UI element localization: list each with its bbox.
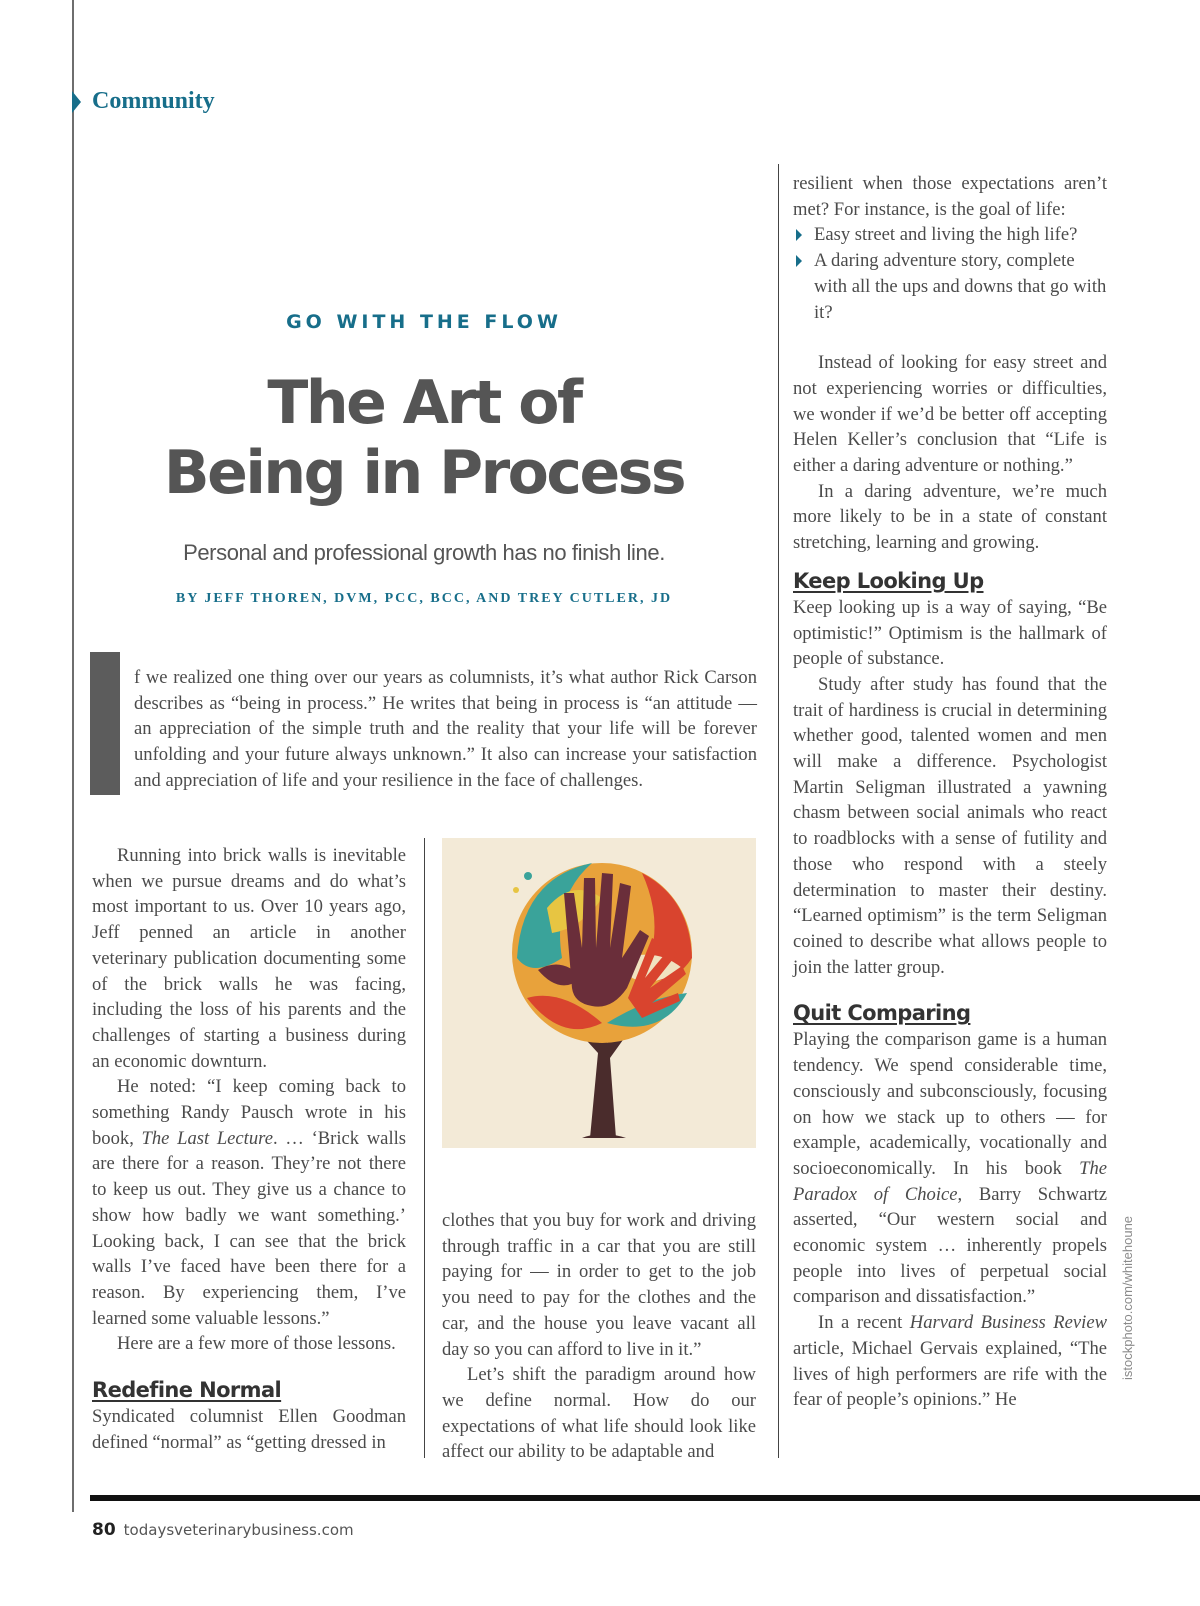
site-url: todaysveterinarybusiness.com <box>123 1521 354 1539</box>
bullet-text: A daring adventure story, complete with all the ups and downs that go with it? <box>814 250 1107 323</box>
paragraph: Playing the comparison game is a human tendency. We spend considerable time, consciously and subconsciously, focusing on how we stack up to others — for example, academically, vocationally and socioeconomically. In his book The Paradox of Choice, Barry Schwartz asserted, “Our western social and economic system … inherently propels people into lives of perpetual social comparison and dissatisfaction.” <box>793 1029 1107 1308</box>
book-title: The Paradox of Choice <box>793 1157 1107 1205</box>
paragraph: In a daring adventure, we’re much more likely to be in a state of constant stretching, learning and growing. <box>793 480 1107 554</box>
tree-hands-icon <box>442 838 756 1148</box>
paragraph: resilient when those expectations aren’t met? For instance, is the goal of life: <box>793 173 1107 220</box>
article-title-line2: Being in Process <box>163 438 685 508</box>
book-title: The Last Lecture <box>141 1127 273 1149</box>
lede-paragraph: f we realized one thing over our years as columnists, it’s what author Rick Carson describes as “being in process.” He writes that being in process is “an attitude — an appreciation of the simple truth and the reality that your life will be forever unfolding and your future always unknown.” It also can increase your satisfaction and appreciation of life and your resilience in the face of challenges. <box>134 667 757 791</box>
paragraph: Let’s shift the paradigm around how we define normal. How do our expectations of what life should look like affect our ability to be adaptable and <box>442 1364 756 1463</box>
paragraph: Here are a few more of those lessons. <box>117 1333 396 1355</box>
bullet-item <box>793 222 1107 248</box>
paragraph: clothes that you buy for work and driving through traffic in a car that you are still paying for — in order to get to the job you need to pay for the clothes and the car, and the house you leave vacant all day so you can afford to live in it.” <box>442 1210 756 1360</box>
paragraph: Running into brick walls is inevitable when we pursue dreams and do what’s most important to us. Over 10 years ago, Jeff penned an article in another veterinary publication documenting some of the brick walls he was facing, including the loss of his parents and the challenges of starting a business during an economic downturn. <box>92 845 406 1072</box>
image-credit: istockphoto.com/whitehoune <box>1120 1215 1135 1380</box>
magazine-title: Harvard Business Review <box>909 1312 1107 1334</box>
column-rule <box>778 164 779 1458</box>
section-label: Community <box>92 88 215 114</box>
paragraph: He noted: “I keep coming back to something Randy Pausch wrote in his book, The Last Lecture. … ‘Brick walls are there for a reason. They’re not there to keep us out. They give us a chance to show how badly we want something.’ Looking back, I can see that the brick walls I’ve faced have been there for a reason. By experiencing them, I’ve learned some valuable lessons.” <box>92 1076 407 1329</box>
bullet-arrow-icon <box>796 255 802 267</box>
column-1 <box>92 843 406 1455</box>
paragraph: In a recent Harvard Business Review article, Michael Gervais explained, “The lives of high performers are rife with the fear of people’s opinions.” He <box>793 1312 1107 1411</box>
page-footer <box>92 1520 354 1540</box>
section-arrow-icon <box>72 91 81 113</box>
tree-hands-illustration <box>442 838 756 1148</box>
article-title-line1: The Art of <box>267 368 581 438</box>
paragraph: Syndicated columnist Ellen Goodman defined “normal” as “getting dressed in <box>92 1406 406 1453</box>
bullet-item <box>793 248 1107 325</box>
subhead-quit-comparing: Quit Comparing <box>793 1001 971 1026</box>
paragraph: Instead of looking for easy street and not experiencing worries or difficulties, we wonder if we’d be better off accepting Helen Keller’s conclusion that “Life is either a daring adventure or nothing.” <box>793 352 1107 477</box>
article-byline: BY JEFF THOREN, DVM, PCC, BCC, AND TREY CUTLER, JD <box>175 591 673 606</box>
left-margin-rule <box>72 0 74 1512</box>
bullet-text: Easy street and living the high life? <box>814 224 1078 246</box>
subhead-keep-looking-up: Keep Looking Up <box>793 568 984 593</box>
article-deck: Personal and professional growth has no finish line. <box>183 540 665 565</box>
subhead-redefine-normal: Redefine Normal <box>92 1378 282 1403</box>
bullet-arrow-icon <box>796 229 802 241</box>
section-tag <box>72 88 215 115</box>
footer-rule <box>90 1495 1200 1501</box>
paragraph: Study after study has found that the trait of hardiness is crucial in determining whether good, talented women and men will make a difference. Psychologist Martin Seligman illustrated a yawning chasm between social animals who react to roadblocks with a sense of futility and those who respond with a steely determination to master their destiny. “Learned optimism” is the term Seligman coined to describe what allows people to join the latter group. <box>793 673 1107 978</box>
column-3 <box>793 171 1107 1413</box>
column-2 <box>442 1208 756 1465</box>
article-title <box>90 368 758 508</box>
drop-cap-i <box>90 652 120 795</box>
column-rule <box>424 838 425 1458</box>
spacer <box>793 325 1107 350</box>
page-number: 80 <box>92 1520 116 1540</box>
article-kicker: GO WITH THE FLOW <box>286 311 562 333</box>
paragraph: Keep looking up is a way of saying, “Be optimistic!” Optimism is the hallmark of people of substance. <box>793 596 1107 670</box>
